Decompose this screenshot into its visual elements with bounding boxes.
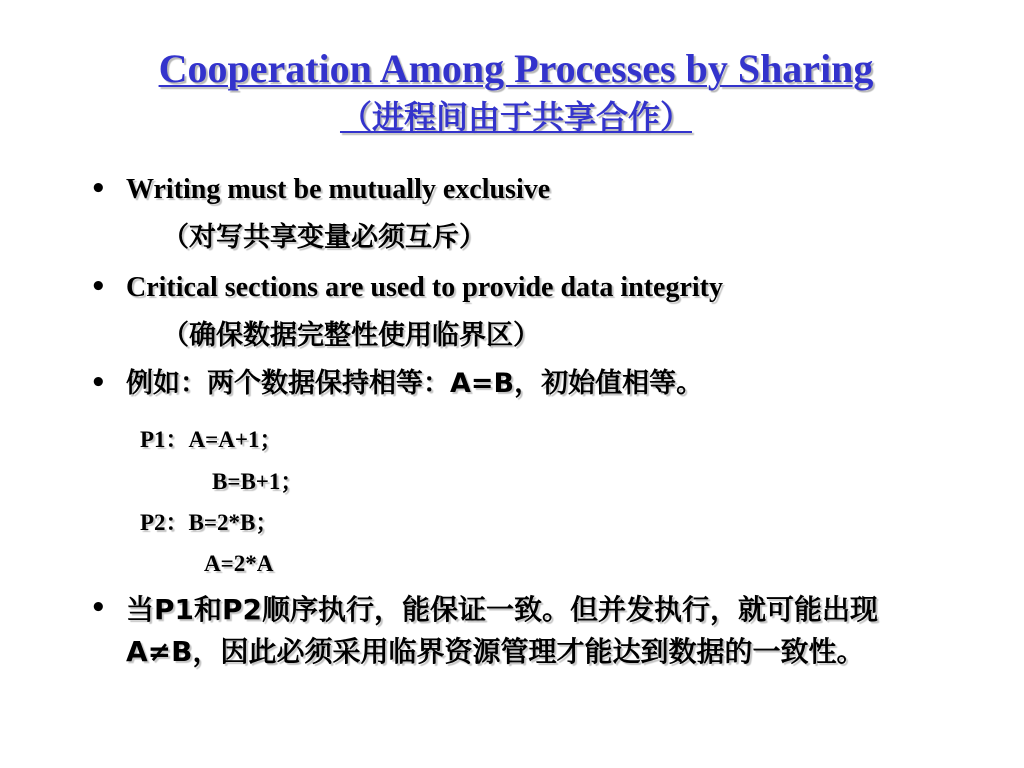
bullet-concurrency-conclusion: 当P1和P2顺序执行，能保证一致。但并发执行，就可能出现A≠B，因此必须采用临界资源管理才能达到数据的一致性。: [126, 593, 879, 668]
bullet-critical-sections: Critical sections are used to provide data integrity: [126, 272, 724, 303]
bullet-critical-sections-translation: （确保数据完整性使用临界区）: [162, 320, 540, 351]
code-line-p1-a: P1：A=A+1；: [140, 427, 283, 452]
slide-subtitle: （进程间由于共享合作）: [339, 98, 692, 136]
bullet-writing-exclusive-translation: （对写共享变量必须互斥）: [162, 222, 486, 253]
code-line-p2-a: A=2*A: [204, 551, 274, 576]
bullet-icon: •: [90, 174, 107, 204]
code-line-p1-b: B=B+1；: [212, 469, 304, 494]
bullet-icon: •: [90, 272, 107, 302]
bullet-icon: •: [90, 593, 107, 623]
bullet-icon: •: [90, 368, 107, 398]
slide-title: Cooperation Among Processes by Sharing: [158, 46, 874, 91]
bullet-example: 例如：两个数据保持相等：A=B，初始值相等。: [126, 368, 704, 399]
code-line-p2-b: P2：B=2*B；: [140, 510, 279, 535]
bullet-writing-exclusive: Writing must be mutually exclusive: [126, 174, 551, 205]
